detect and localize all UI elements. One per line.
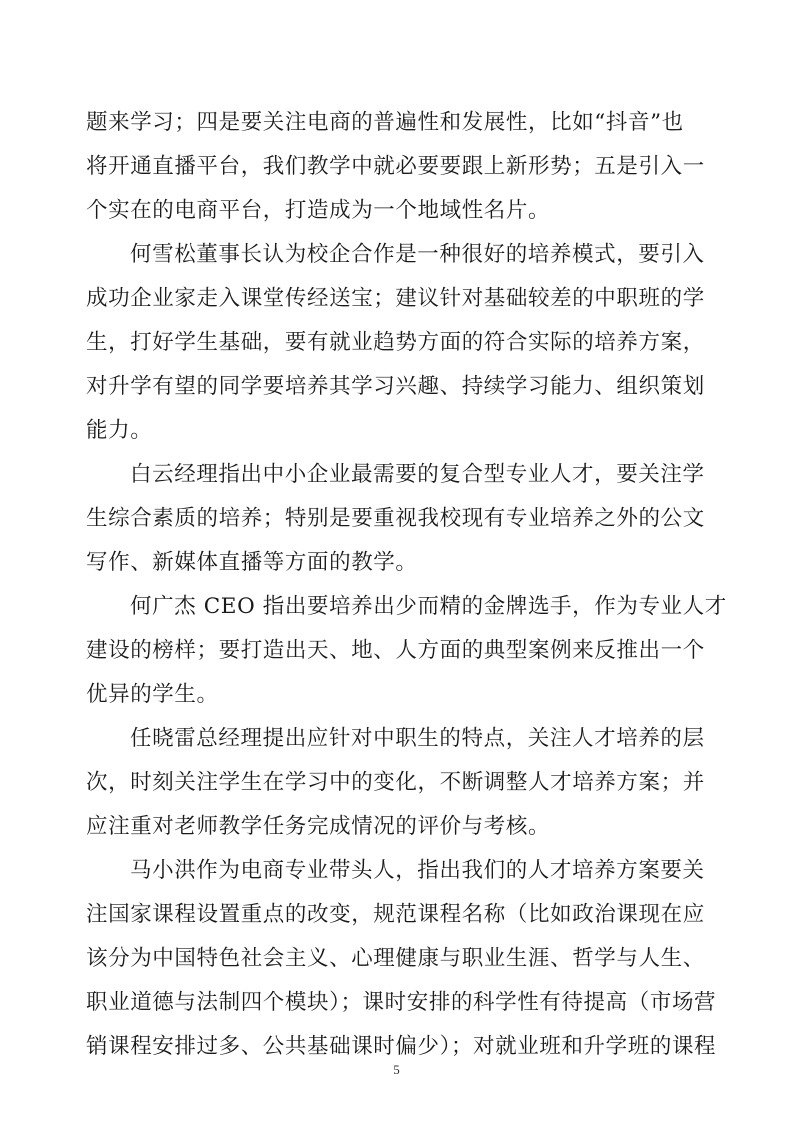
paragraph-4-line-2: 建设的榜样；要打造出天、地、人方面的典型案例来反推出一个: [86, 638, 705, 663]
paragraph-2-line-2: 成功企业家走入课堂传经送宝；建议针对基础较差的中职班的学: [86, 286, 705, 311]
paragraph-5-line-1: 任晓雷总经理提出应针对中职生的特点，关注人才培养的层: [130, 726, 705, 751]
paragraph-5-line-2: 次，时刻关注学生在学习中的变化，不断调整人才培养方案；并: [86, 770, 705, 795]
paragraph-4-line-3: 优异的学生。: [86, 682, 219, 707]
paragraph-5-line-3: 应注重对老师教学任务完成情况的评价与考核。: [86, 814, 551, 839]
paragraph-1-line-1: 题来学习；四是要关注电商的普遍性和发展性，比如“抖音”也: [86, 110, 684, 135]
page-number: 5: [393, 1062, 400, 1077]
paragraph-2-line-1: 何雪松董事长认为校企合作是一种很好的培养模式，要引入: [130, 242, 705, 267]
paragraph-2-line-5: 能力。: [86, 418, 153, 443]
paragraph-2-line-4: 对升学有望的同学要培养其学习兴趣、持续学习能力、组织策划: [86, 374, 705, 399]
paragraph-3-line-1: 白云经理指出中小企业最需要的复合型专业人才，要关注学: [130, 462, 705, 487]
paragraph-1-line-2: 将开通直播平台，我们教学中就必要要跟上新形势；五是引入一: [86, 154, 705, 179]
paragraph-6-line-2: 注国家课程设置重点的改变，规范课程名称（比如政治课现在应: [86, 902, 705, 927]
paragraph-6-line-1: 马小洪作为电商专业带头人，指出我们的人才培养方案要关: [130, 858, 705, 883]
paragraph-2-line-3: 生，打好学生基础，要有就业趋势方面的符合实际的培养方案，: [86, 330, 705, 355]
paragraph-1-line-3: 个实在的电商平台，打造成为一个地域性名片。: [86, 198, 551, 223]
paragraph-6-line-3: 该分为中国特色社会主义、心理健康与职业生涯、哲学与人生、: [86, 946, 705, 971]
paragraph-6-line-4: 职业道德与法制四个模块）；课时安排的科学性有待提高（市场营: [86, 990, 717, 1015]
paragraph-3-line-3: 写作、新媒体直播等方面的教学。: [86, 550, 418, 575]
paragraph-6-line-5: 销课程安排过多、公共基础课时偏少）；对就业班和升学班的课程: [86, 1034, 717, 1059]
paragraph-3-line-2: 生综合素质的培养；特别是要重视我校现有专业培养之外的公文: [86, 506, 705, 531]
paragraph-4-line-1: 何广杰 CEO 指出要培养出少而精的金牌选手，作为专业人才: [130, 594, 727, 619]
